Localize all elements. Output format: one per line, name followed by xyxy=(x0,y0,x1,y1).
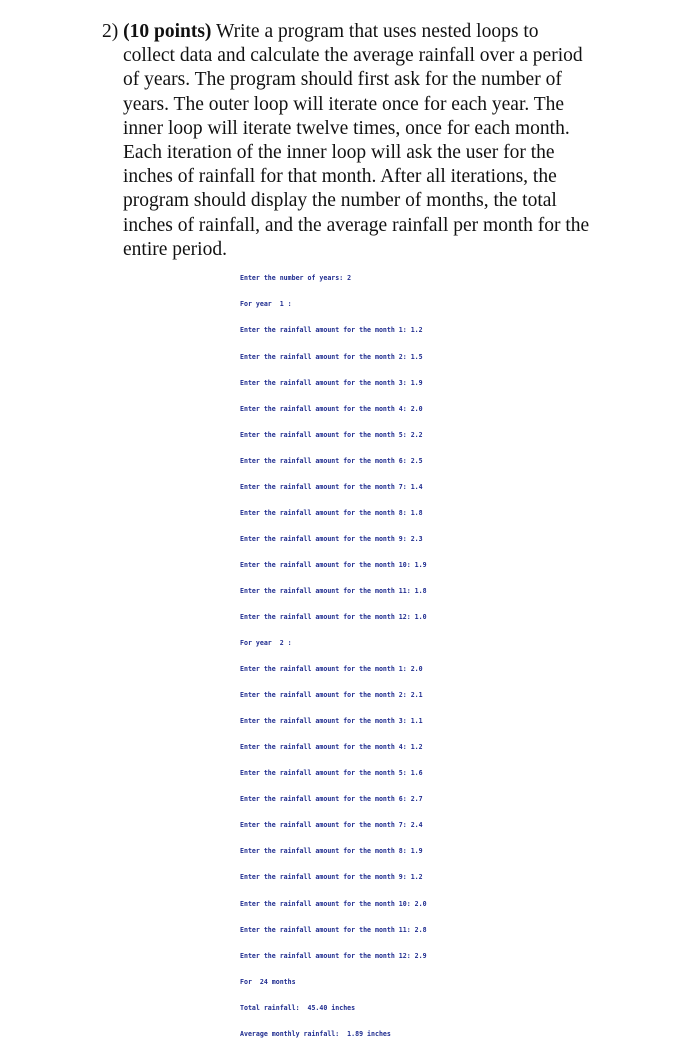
console-line: Enter the rainfall amount for the month 4: 1.2 xyxy=(240,743,423,752)
console-line: Enter the rainfall amount for the month 10: 2.0 xyxy=(240,899,427,908)
console-line: Enter the rainfall amount for the month 11: 2.8 xyxy=(240,925,427,934)
console-line: Enter the rainfall amount for the month 5: 2.2 xyxy=(240,430,423,439)
console-line: Enter the rainfall amount for the month 10: 1.9 xyxy=(240,560,427,569)
question-line: years. The outer loop will iterate once for each year. The xyxy=(123,93,565,115)
console-line: Enter the rainfall amount for the month 9: 1.2 xyxy=(240,873,423,882)
question-first-line-text: Write a program that uses nested loops to xyxy=(215,21,539,42)
question-points: (10 points) xyxy=(123,21,212,42)
console-line: Enter the rainfall amount for the month 12: 2.9 xyxy=(240,951,427,960)
question-line: entire period. xyxy=(123,238,227,260)
console-line: For year 2 : xyxy=(240,639,292,648)
question-first-line xyxy=(102,20,622,44)
console-line: Enter the rainfall amount for the month 8: 1.9 xyxy=(240,847,423,856)
console-line: Enter the rainfall amount for the month 5: 1.6 xyxy=(240,769,423,778)
console-line: Enter the rainfall amount for the month 2: 1.5 xyxy=(240,352,423,361)
question-line: inches of rainfall, and the average rainfall per month for the xyxy=(123,214,590,236)
console-line: Enter the rainfall amount for the month 11: 1.8 xyxy=(240,586,427,595)
console-line: Enter the rainfall amount for the month 7: 2.4 xyxy=(240,821,423,830)
question-line: collect data and calculate the average rainfall over a period xyxy=(123,45,583,67)
console-line: For year 1 : xyxy=(240,300,292,309)
console-line: Enter the rainfall amount for the month 3: 1.9 xyxy=(240,378,423,387)
question-line: program should display the number of months, the total xyxy=(123,190,557,212)
console-line: Enter the rainfall amount for the month 7: 1.4 xyxy=(240,482,423,491)
console-line: Average monthly rainfall: 1.89 inches xyxy=(240,1029,391,1038)
console-line: Enter the rainfall amount for the month 8: 1.8 xyxy=(240,508,423,517)
console-line: Enter the number of years: 2 xyxy=(240,274,352,283)
console-line: Enter the rainfall amount for the month 6: 2.7 xyxy=(240,795,423,804)
console-line: Total rainfall: 45.40 inches xyxy=(240,1003,356,1012)
console-line: Enter the rainfall amount for the month 3: 1.1 xyxy=(240,717,423,726)
question-number: 2) xyxy=(102,21,119,42)
console-line: Enter the rainfall amount for the month 4: 2.0 xyxy=(240,404,423,413)
question-text xyxy=(102,20,622,262)
console-line: Enter the rainfall amount for the month 2: 2.1 xyxy=(240,691,423,700)
console-line: For 24 months xyxy=(240,977,296,986)
console-line: Enter the rainfall amount for the month 1: 2.0 xyxy=(240,665,423,674)
console-line: Enter the rainfall amount for the month 12: 1.0 xyxy=(240,612,427,621)
question-line: inches of rainfall for that month. After all iterations, the xyxy=(123,166,557,188)
console-line: Enter the rainfall amount for the month 9: 2.3 xyxy=(240,534,423,543)
question-line: inner loop will iterate twelve times, once for each month. xyxy=(123,117,570,139)
console-line: Enter the rainfall amount for the month 1: 1.2 xyxy=(240,326,423,335)
question-line: of years. The program should first ask for the number of xyxy=(123,69,562,91)
question-line: Each iteration of the inner loop will ask the user for the xyxy=(123,142,555,164)
sample-console-output xyxy=(240,257,427,1047)
console-line: Enter the rainfall amount for the month 6: 2.5 xyxy=(240,456,423,465)
